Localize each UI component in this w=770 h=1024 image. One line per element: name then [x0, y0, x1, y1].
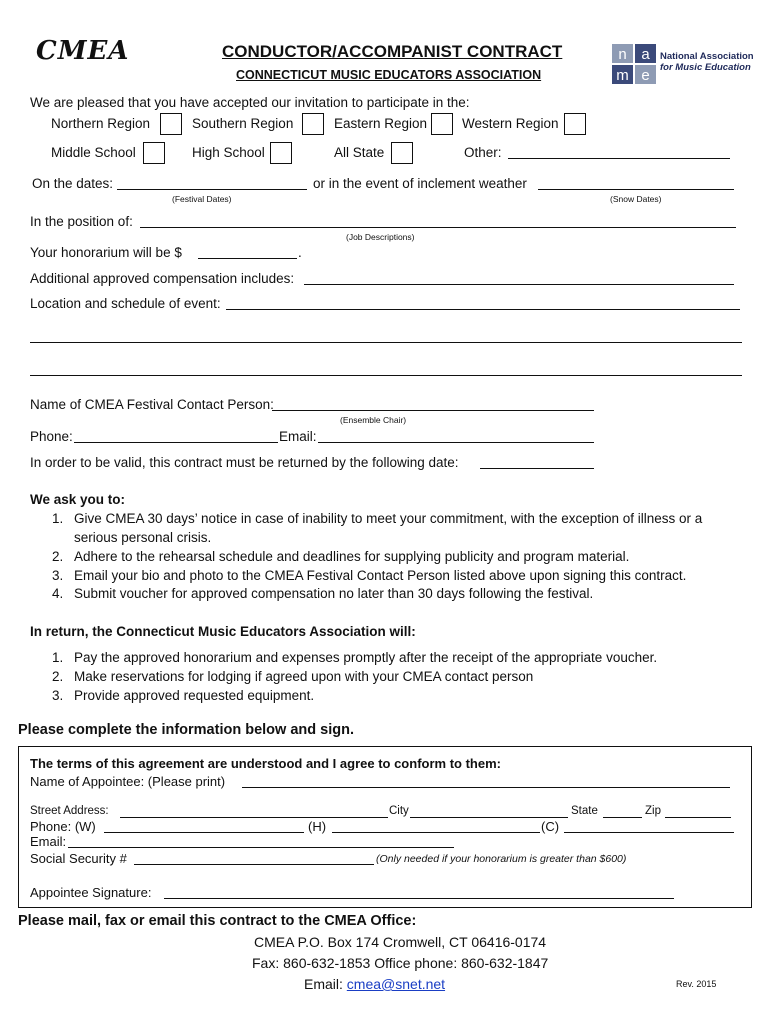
name-text-line2: for Music Education — [660, 62, 751, 73]
snow-dates-caption: (Snow Dates) — [610, 194, 662, 204]
return-heading: In return, the Connecticut Music Educators Association will: — [30, 624, 416, 639]
contact-email-label: Email: — [279, 429, 317, 444]
level-label-allstate: All State — [334, 145, 385, 160]
sign-heading: Please complete the information below and sign. — [18, 722, 354, 738]
additional-label: Additional approved compensation includes: — [30, 271, 295, 286]
cmea-email-link[interactable]: cmea@snet.net — [346, 976, 446, 992]
return-number: 2. — [52, 669, 64, 684]
ask-number: 1. — [52, 511, 64, 526]
appointee-email-label: Email: — [30, 834, 67, 849]
name-logo-letter: a — [641, 46, 650, 63]
inclement-label: or in the event of inclement weather — [313, 176, 527, 191]
level-label-high: High School — [192, 145, 265, 160]
name-logo-letter: n — [618, 46, 627, 63]
ask-heading: We ask you to: — [30, 492, 126, 507]
name-text — [660, 51, 754, 73]
signature-field[interactable] — [164, 898, 674, 899]
ssn-label: Social Security # — [30, 851, 127, 866]
honorarium-field[interactable] — [198, 258, 297, 259]
phone-w-label: Phone: (W) — [30, 819, 96, 834]
ask-item: Email your bio and photo to the CMEA Festival Contact Person listed above upon signing this contract. — [74, 568, 687, 583]
checkbox-northern-region[interactable] — [160, 113, 182, 135]
checkbox-middle-school[interactable] — [143, 142, 165, 164]
contact-email-field[interactable] — [318, 442, 594, 443]
cmea-logo: CMEA — [36, 36, 130, 66]
ssn-field[interactable] — [134, 864, 374, 865]
checkbox-western-region[interactable] — [564, 113, 586, 135]
festival-dates-field[interactable] — [117, 189, 307, 190]
other-field[interactable] — [508, 158, 730, 159]
contact-name-field[interactable] — [272, 410, 594, 411]
phone-w-field[interactable] — [104, 832, 304, 833]
region-label-eastern: Eastern Region — [334, 116, 428, 131]
city-field[interactable] — [410, 817, 568, 818]
dates-label: On the dates: — [32, 176, 114, 191]
page-title: CONDUCTOR/ACCOMPANIST CONTRACT — [222, 42, 563, 61]
mail-fax-phone: Fax: 860-632-1853 Office phone: 860-632-1847 — [252, 955, 549, 971]
return-number: 3. — [52, 688, 64, 703]
contact-phone-field[interactable] — [74, 442, 278, 443]
other-label: Other: — [464, 145, 502, 160]
ask-number: 4. — [52, 586, 64, 601]
ensemble-caption: (Ensemble Chair) — [340, 415, 407, 425]
ask-item: Give CMEA 30 days’ notice in case of inability to meet your commitment, with the exception of illness or a — [74, 511, 703, 526]
checkbox-southern-region[interactable] — [302, 113, 324, 135]
location-field-line1[interactable] — [226, 309, 740, 310]
return-item: Pay the approved honorarium and expenses promptly after the receipt of the appropriate voucher. — [74, 650, 658, 665]
region-label-northern: Northern Region — [51, 116, 151, 131]
festival-dates-caption: (Festival Dates) — [172, 194, 232, 204]
phone-c-label: (C) — [541, 819, 560, 834]
intro-text: We are pleased that you have accepted our invitation to participate in the: — [30, 95, 470, 110]
appointee-name-label: Name of Appointee: (Please print) — [30, 774, 226, 789]
phone-h-field[interactable] — [332, 832, 540, 833]
name-logo-letter: e — [641, 67, 650, 84]
return-date-label: In order to be valid, this contract must be returned by the following date: — [30, 455, 459, 470]
city-label: City — [389, 805, 409, 817]
ask-number: 3. — [52, 568, 64, 583]
name-text-line1: National Association — [660, 51, 754, 62]
location-field-line3[interactable] — [30, 375, 742, 376]
location-field-line2[interactable] — [30, 342, 742, 343]
mail-email-label: Email: — [304, 976, 343, 992]
position-field[interactable] — [140, 227, 736, 228]
terms-text: The terms of this agreement are understood and I agree to conform to them: — [30, 756, 501, 771]
signature-label: Appointee Signature: — [30, 885, 152, 900]
zip-field[interactable] — [665, 817, 731, 818]
position-label: In the position of: — [30, 214, 133, 229]
phone-label: Phone: — [30, 429, 73, 444]
ask-number: 2. — [52, 549, 64, 564]
region-label-southern: Southern Region — [192, 116, 294, 131]
location-label: Location and schedule of event: — [30, 296, 221, 311]
region-label-western: Western Region — [462, 116, 559, 131]
state-label: State — [571, 805, 598, 817]
return-date-field[interactable] — [480, 468, 594, 469]
name-logo-letter: m — [616, 67, 629, 84]
street-label: Street Address: — [30, 805, 109, 817]
checkbox-high-school[interactable] — [270, 142, 292, 164]
mail-heading: Please mail, fax or email this contract to the CMEA Office: — [18, 913, 417, 929]
street-field[interactable] — [120, 817, 388, 818]
mail-address: CMEA P.O. Box 174 Cromwell, CT 06416-0174 — [254, 934, 547, 950]
return-item: Make reservations for lodging if agreed upon with your CMEA contact person — [74, 669, 534, 684]
additional-field[interactable] — [304, 284, 734, 285]
revision-label: Rev. 2015 — [676, 979, 717, 989]
appointee-name-field[interactable] — [242, 787, 730, 788]
appointee-email-field[interactable] — [68, 847, 454, 848]
phone-c-field[interactable] — [564, 832, 734, 833]
checkbox-all-state[interactable] — [391, 142, 413, 164]
level-label-middle: Middle School — [51, 145, 136, 160]
honorarium-label: Your honorarium will be $ — [30, 245, 182, 260]
return-item: Provide approved requested equipment. — [74, 688, 315, 703]
mail-email-line — [304, 976, 445, 992]
return-number: 1. — [52, 650, 64, 665]
snow-dates-field[interactable] — [538, 189, 734, 190]
ask-item: Submit voucher for approved compensation no later than 30 days following the festival. — [74, 586, 594, 601]
zip-label: Zip — [645, 805, 661, 817]
position-caption: (Job Descriptions) — [346, 232, 415, 242]
ask-item-continuation: serious personal crisis. — [74, 530, 212, 545]
ssn-note: (Only needed if your honorarium is greater than $600) — [376, 853, 627, 865]
page-subtitle: CONNECTICUT MUSIC EDUCATORS ASSOCIATION — [236, 68, 542, 82]
phone-h-label: (H) — [308, 819, 327, 834]
honorarium-period: . — [298, 245, 302, 260]
ask-item: Adhere to the rehearsal schedule and deadlines for supplying publicity and program material. — [74, 549, 630, 564]
checkbox-eastern-region[interactable] — [431, 113, 453, 135]
state-field[interactable] — [603, 817, 642, 818]
contact-name-label: Name of CMEA Festival Contact Person: — [30, 397, 274, 412]
name-logo — [612, 44, 656, 84]
